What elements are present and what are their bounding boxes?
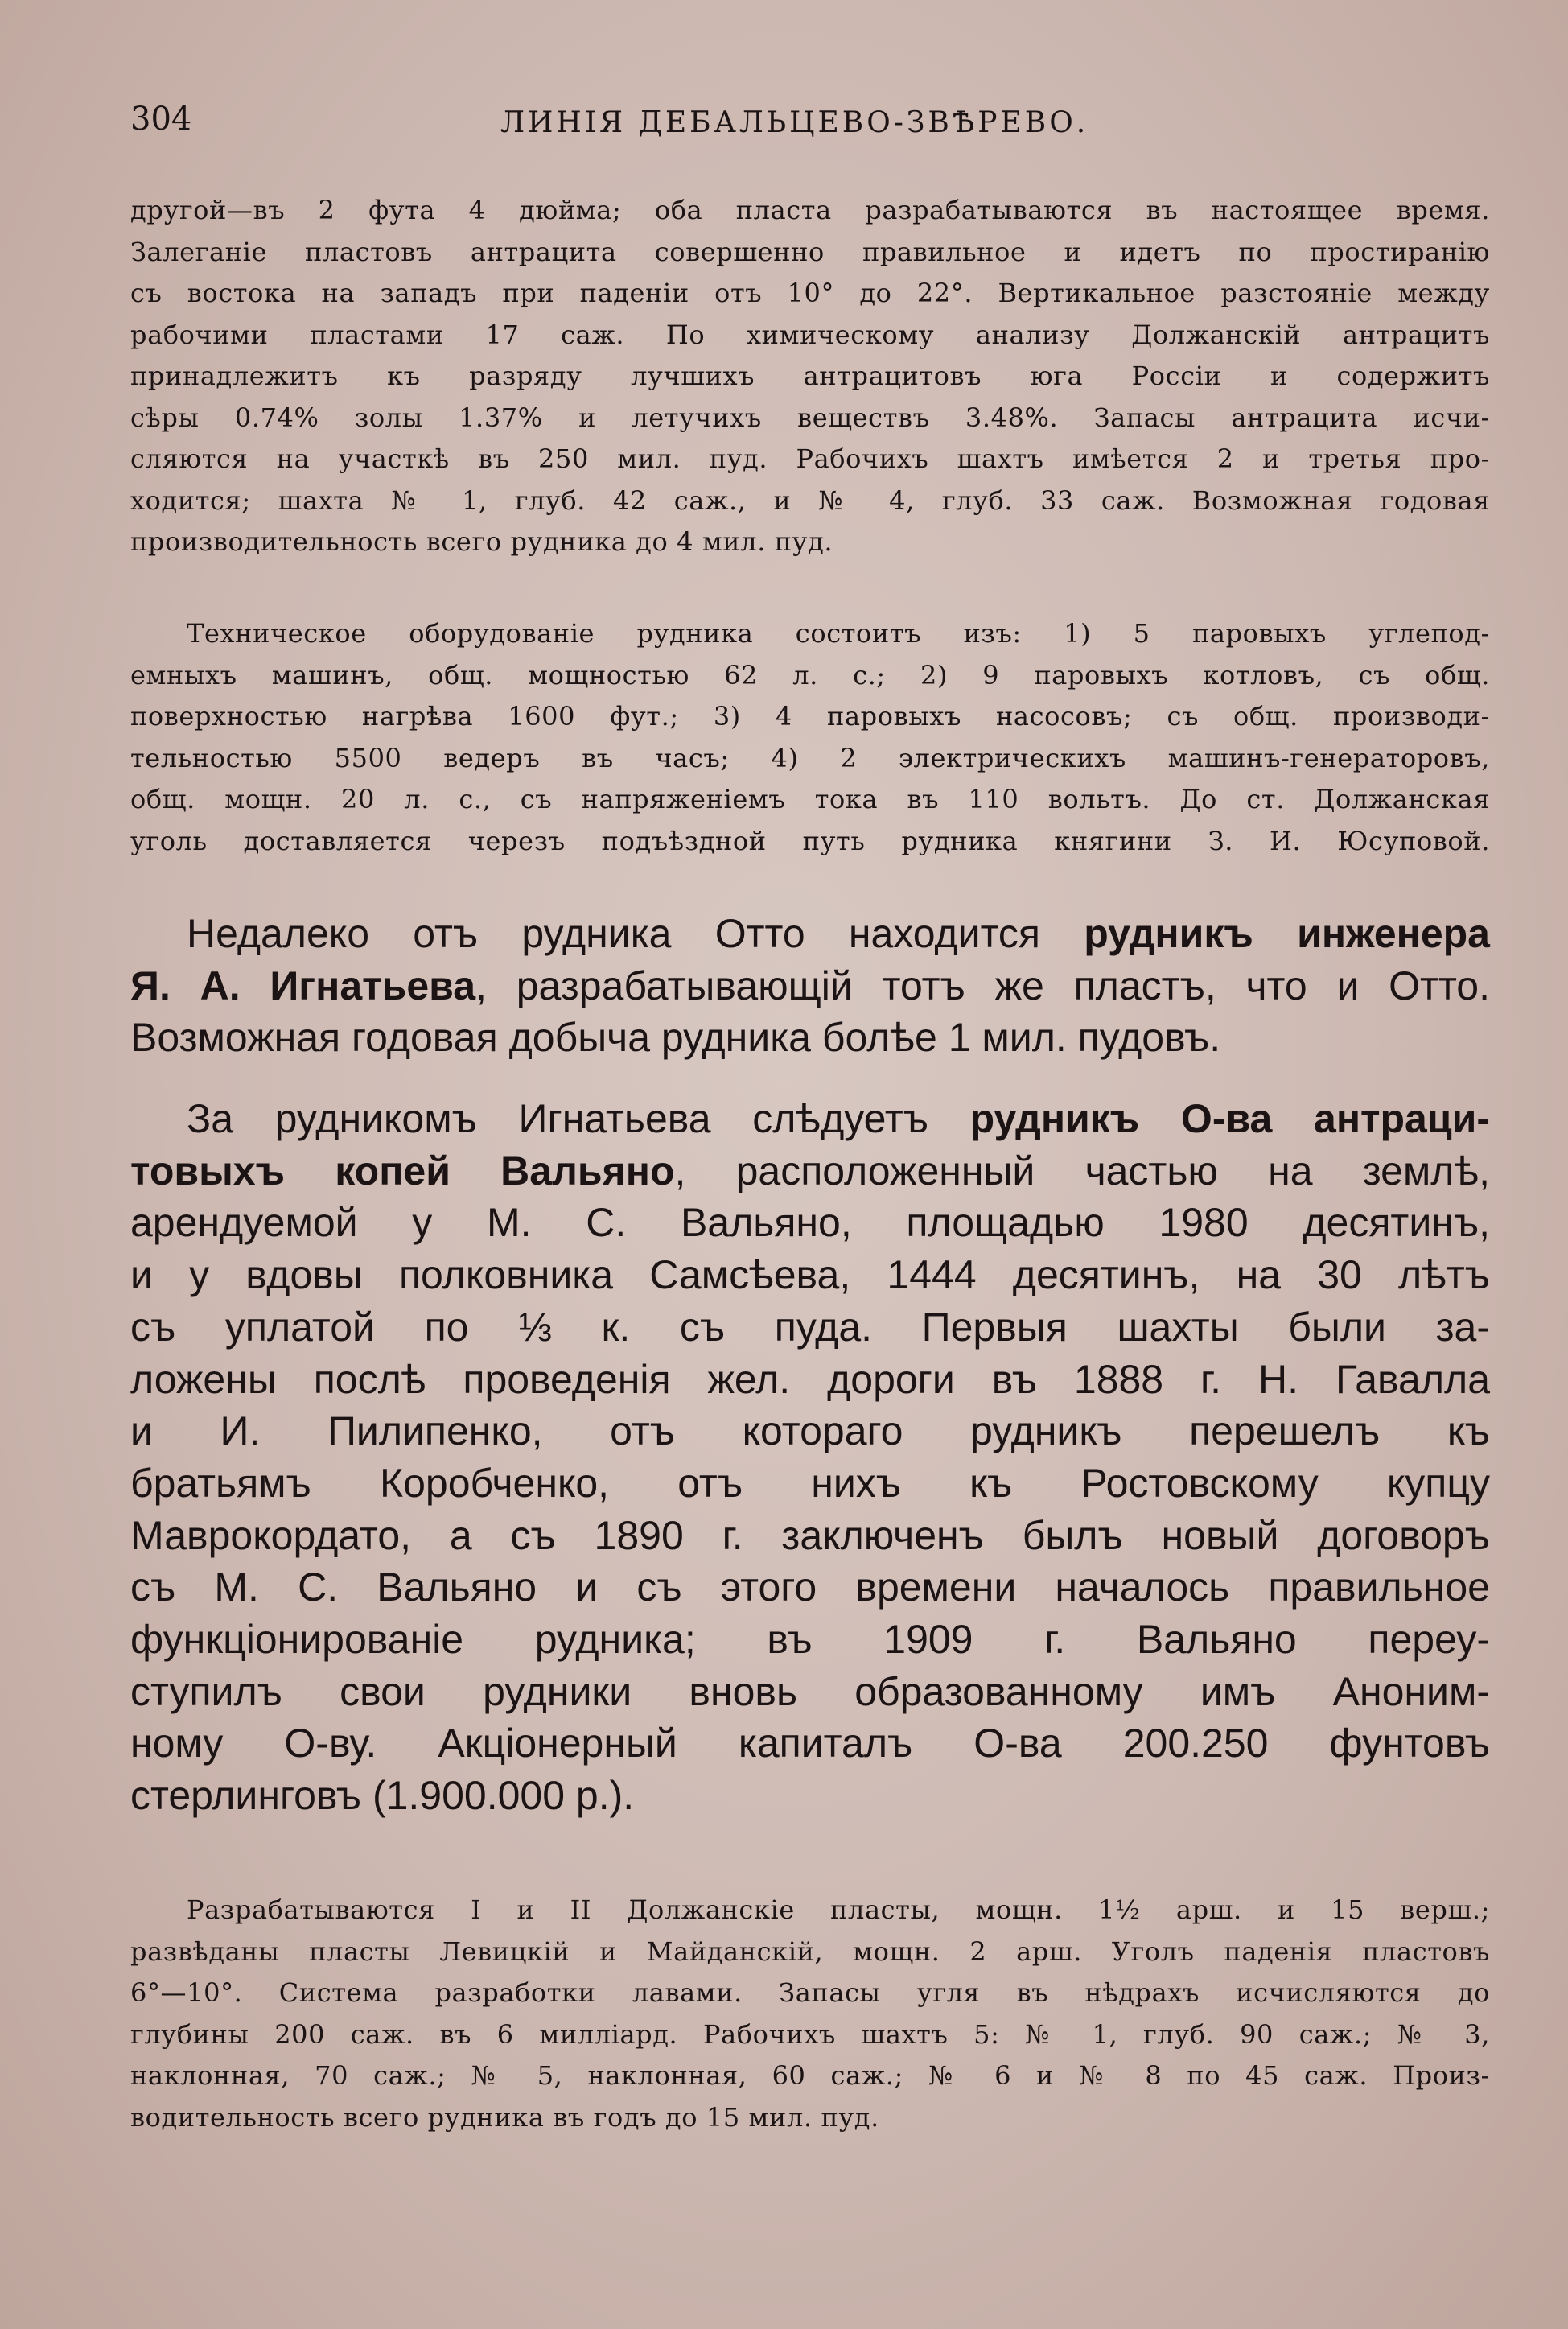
text-line: функціонированіе рудника; въ 1909 г. Вальяно переу-: [130, 1617, 1490, 1663]
text-line: съ М. С. Вальяно и съ этого времени началось правильное: [130, 1564, 1490, 1610]
text-run: За рудникомъ Игнатьева слѣдуетъ: [187, 1096, 970, 1141]
text-line: Возможная годовая добыча рудника болѣе 1 мил. пудовъ.: [130, 1015, 1221, 1061]
mine-name-bold: товыхъ копей Вальяно: [130, 1148, 675, 1193]
text-line: уголь доставляется черезъ подъѣздной путь рудника княгини З. И. Юсуповой.: [130, 825, 1490, 856]
running-title: ЛИНІЯ ДЕБАЛЬЦЕВО-ЗВѢРЕВО.: [500, 106, 1089, 139]
text-line: [130, 1145, 1490, 1197]
text-line: и И. Пилипенко, отъ котораго рудникъ перешелъ къ: [130, 1408, 1490, 1454]
text-line: Разрабатываются I и II Должанскіе пласты, мощн. 1½ арш. и 15 верш.;: [187, 1894, 1490, 1925]
text-line: ложены послѣ проведенія жел. дороги въ 1888 г. Н. Гавалла: [130, 1356, 1490, 1402]
text-line: развѣданы пласты Левицкій и Майданскій, мощн. 2 арш. Уголъ паденія пластовъ: [130, 1935, 1490, 1967]
text-run: , разрабатывающій тотъ же пластъ, что и Отто.: [475, 963, 1490, 1008]
text-line: съ уплатой по ⅓ к. съ пуда. Первыя шахты были за-: [130, 1304, 1490, 1350]
text-line: и у вдовы полковника Самсѣева, 1444 десятинъ, на 30 лѣтъ: [130, 1252, 1490, 1298]
text-run: , расположенный частью на землѣ,: [674, 1148, 1490, 1193]
text-line: арендуемой у М. С. Вальяно, площадью 1980 десятинъ,: [130, 1200, 1490, 1246]
text-line: общ. мощн. 20 л. с., съ напряженіемъ тока въ 110 вольтъ. До ст. Должанская: [130, 784, 1490, 814]
text-line: братьямъ Коробченко, отъ нихъ къ Ростовскому купцу: [130, 1460, 1490, 1506]
text-line: съ востока на западъ при паденіи отъ 10° до 22°. Вертикальное разстояніе между: [130, 278, 1490, 308]
text-line: сѣры 0.74% золы 1.37% и летучихъ веществъ 3.48%. Запасы антрацита исчи-: [130, 402, 1490, 433]
text-line: Техническое оборудованіе рудника состоитъ изъ: 1) 5 паровыхъ углепод-: [187, 618, 1490, 649]
paragraph-equipment: [130, 613, 1490, 862]
text-line: емныхъ машинъ, общ. мощностью 62 л. с.; 2) 9 паровыхъ котловъ, съ общ.: [130, 659, 1490, 690]
text-line: [130, 1093, 1490, 1145]
mine-name-bold: рудникъ инженера: [1084, 911, 1490, 956]
text-line: стерлинговъ (1.900.000 р.).: [130, 1773, 635, 1819]
page-header: [130, 95, 1514, 151]
paragraph-valiano-mine: [130, 1093, 1490, 1822]
text-line: Маврокордато, а съ 1890 г. заключенъ былъ новый договоръ: [130, 1512, 1490, 1558]
text-line: ному О-ву. Акціонерный капиталъ О-ва 200.250 фунтовъ: [130, 1721, 1490, 1766]
text-line: рабочими пластами 17 саж. По химическому анализу Должанскій антрацитъ: [130, 319, 1490, 350]
text-line: ходится; шахта № 1, глуб. 42 саж., и № 4, глуб. 33 саж. Возможная годовая: [130, 484, 1490, 516]
mine-owner-bold: Я. А. Игнатьева: [130, 963, 476, 1008]
text-line: ступилъ свои рудники вновь образованному имъ Аноним-: [130, 1668, 1490, 1714]
paragraph-ignatiev-mine: [130, 908, 1490, 1064]
text-line: принадлежитъ къ разряду лучшихъ антрацитовъ юга Россіи и содержитъ: [130, 361, 1490, 391]
text-line: водительность всего рудника въ годъ до 15 мил. пуд.: [130, 2101, 879, 2133]
page-number: 304: [130, 101, 192, 138]
text-line: глубины 200 саж. въ 6 милліард. Рабочихъ шахтъ 5: № 1, глуб. 90 саж.; № 3,: [130, 2018, 1490, 2050]
text-line: 6°—10°. Система разработки лавами. Запасы угля въ нѣдрахъ исчисляются до: [130, 1977, 1490, 2008]
paragraph-geology: [130, 190, 1490, 563]
text-line: поверхностью нагрѣва 1600 фут.; 3) 4 паровыхъ насосовъ; съ общ. производи-: [130, 701, 1490, 732]
text-line: [130, 908, 1490, 960]
mine-name-bold: рудникъ О-ва антраци-: [969, 1096, 1490, 1141]
text-line: производительность всего рудника до 4 мил. пуд.: [130, 526, 833, 557]
text-line: Залеганіе пластовъ антрацита совершенно правильное и идетъ по простиранію: [130, 236, 1490, 267]
text-line: наклонная, 70 саж.; № 5, наклонная, 60 саж.; № 6 и № 8 по 45 саж. Произ-: [130, 2060, 1490, 2091]
text-line: [130, 960, 1490, 1012]
text-line: другой—въ 2 фута 4 дюйма; оба пласта разрабатываются въ настоящее время.: [130, 195, 1490, 225]
paragraph-seams: [130, 1890, 1490, 2138]
text-line: тельностью 5500 ведеръ въ часъ; 4) 2 электрическихъ машинъ-генераторовъ,: [130, 742, 1490, 773]
text-line: сляются на участкѣ въ 250 мил. пуд. Рабочихъ шахтъ имѣется 2 и третья про-: [130, 443, 1490, 474]
text-run: Недалеко отъ рудника Отто находится: [187, 911, 1084, 956]
